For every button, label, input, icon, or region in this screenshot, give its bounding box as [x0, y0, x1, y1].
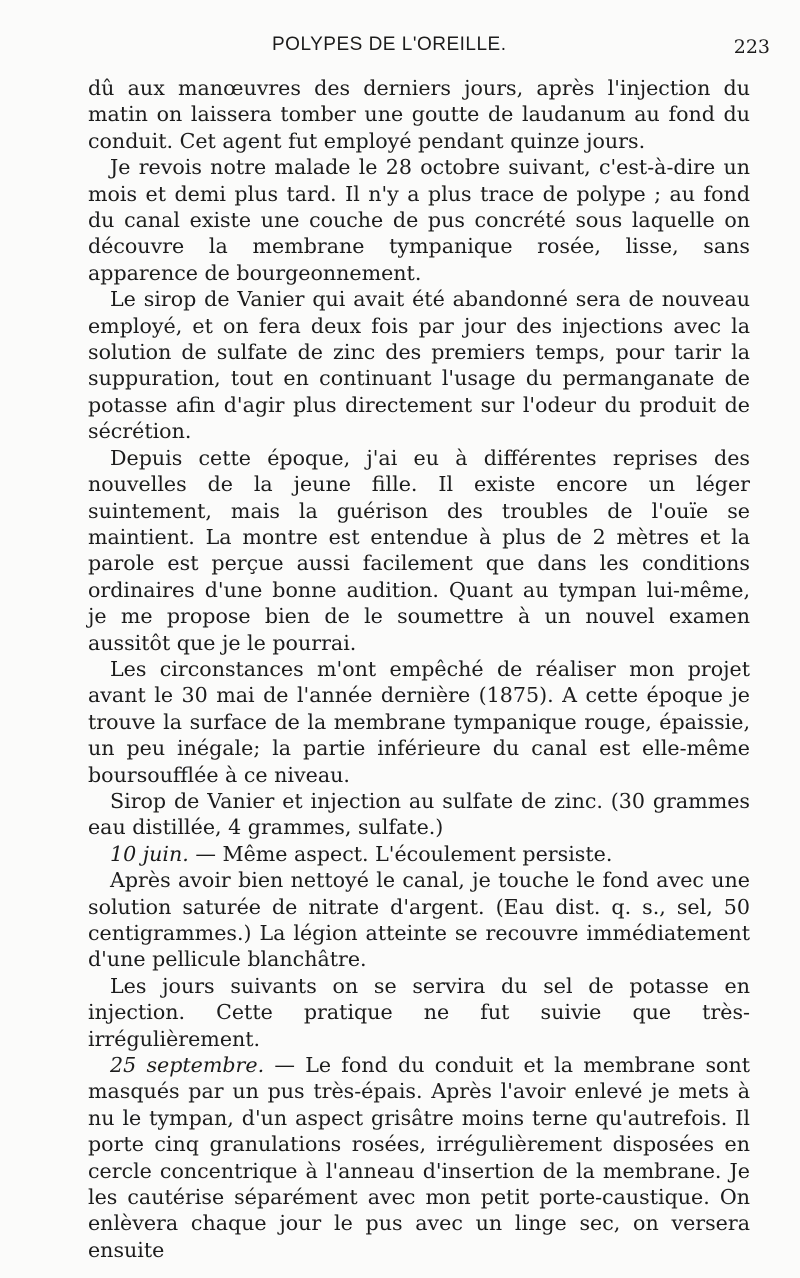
paragraph-7: 10 juin. — Même aspect. L'écoulement persiste.: [110, 841, 613, 866]
paragraph-8: Après avoir bien nettoyé le canal, je touche le fond avec une solution saturée de nitrate d'argent. (Eau dist. q. s., sel, 50 centigrammes.) La légion atteinte se recouvre immédiatement d'une pellicule blanchâtre.: [88, 868, 750, 972]
entry-date: 10 juin.: [110, 841, 189, 866]
page-number: 223: [733, 36, 770, 58]
paragraph-2: Je revois notre malade le 28 octobre suivant, c'est-à-dire un mois et demi plus tard. Il n'y a plus trace de polype ; au fond du canal existe une couche de pus concrété sous laquelle on découvre la membrane tympanique rosée, lisse, sans apparence de bourgeonnement.: [88, 155, 750, 285]
paragraph-5: Les circonstances m'ont empêché de réaliser mon projet avant le 30 mai de l'année dernière (1875). A cette époque je trouve la surface de la membrane tympanique rouge, épaissie, un peu inégale; la partie inférieure du canal est elle-même boursoufflée à ce niveau.: [88, 656, 750, 787]
entry-date: 25 septembre.: [110, 1053, 265, 1078]
paragraph-6: Sirop de Vanier et injection au sulfate de zinc. (30 grammes eau distillée, 4 grammes, sulfate.): [88, 788, 750, 840]
paragraph-9: Les jours suivants on se servira du sel de potasse en injection. Cette pratique ne fut suivie que très-irrégulièrement.: [88, 973, 750, 1051]
paragraph-3: Le sirop de Vanier qui avait été abandonné sera de nouveau employé, et on fera deux fois par jour des injections avec la solution de sulfate de zinc des premiers temps, pour tarir la suppuration, tout en continuant l'usage du permanganate de potasse afin d'agir plus directement sur l'odeur du produit de sécrétion.: [88, 287, 750, 444]
paragraph-4: Depuis cette époque, j'ai eu à différentes reprises des nouvelles de la jeune fille. Il existe encore un léger suintement, mais la guérison des troubles de l'ouïe se maintient. La montre est entendue à plus de 2 mètres et la parole est perçue aussi facilement que dans les conditions ordinaires d'une bonne audition. Quant au tympan lui-même, je me propose bien de le soumettre à un nouvel examen aussitôt que je le pourrai.: [88, 445, 750, 655]
body-text: [88, 75, 750, 1263]
paragraph-10: 25 septembre. — Le fond du conduit et la membrane sont masqués par un pus très-épais. Après l'avoir enlevé je mets à nu le tympan, d'un aspect grisâtre moins terne qu'autrefois. Il porte cinq granulations rosées, irrégulièrement disposées en cercle concentrique à l'anneau d'insertion de la membrane. Je les cautérise séparément avec mon petit porte-caustique. On enlèvera chaque jour le pus avec un linge sec, on versera ensuite: [88, 1053, 750, 1262]
running-title: POLYPES DE L'OREILLE.: [272, 34, 507, 55]
page-header: [0, 34, 800, 64]
paragraph-1: dû aux manœuvres des derniers jours, après l'injection du matin on laissera tomber une goutte de laudanum au fond du conduit. Cet agent fut employé pendant quinze jours.: [88, 76, 750, 153]
